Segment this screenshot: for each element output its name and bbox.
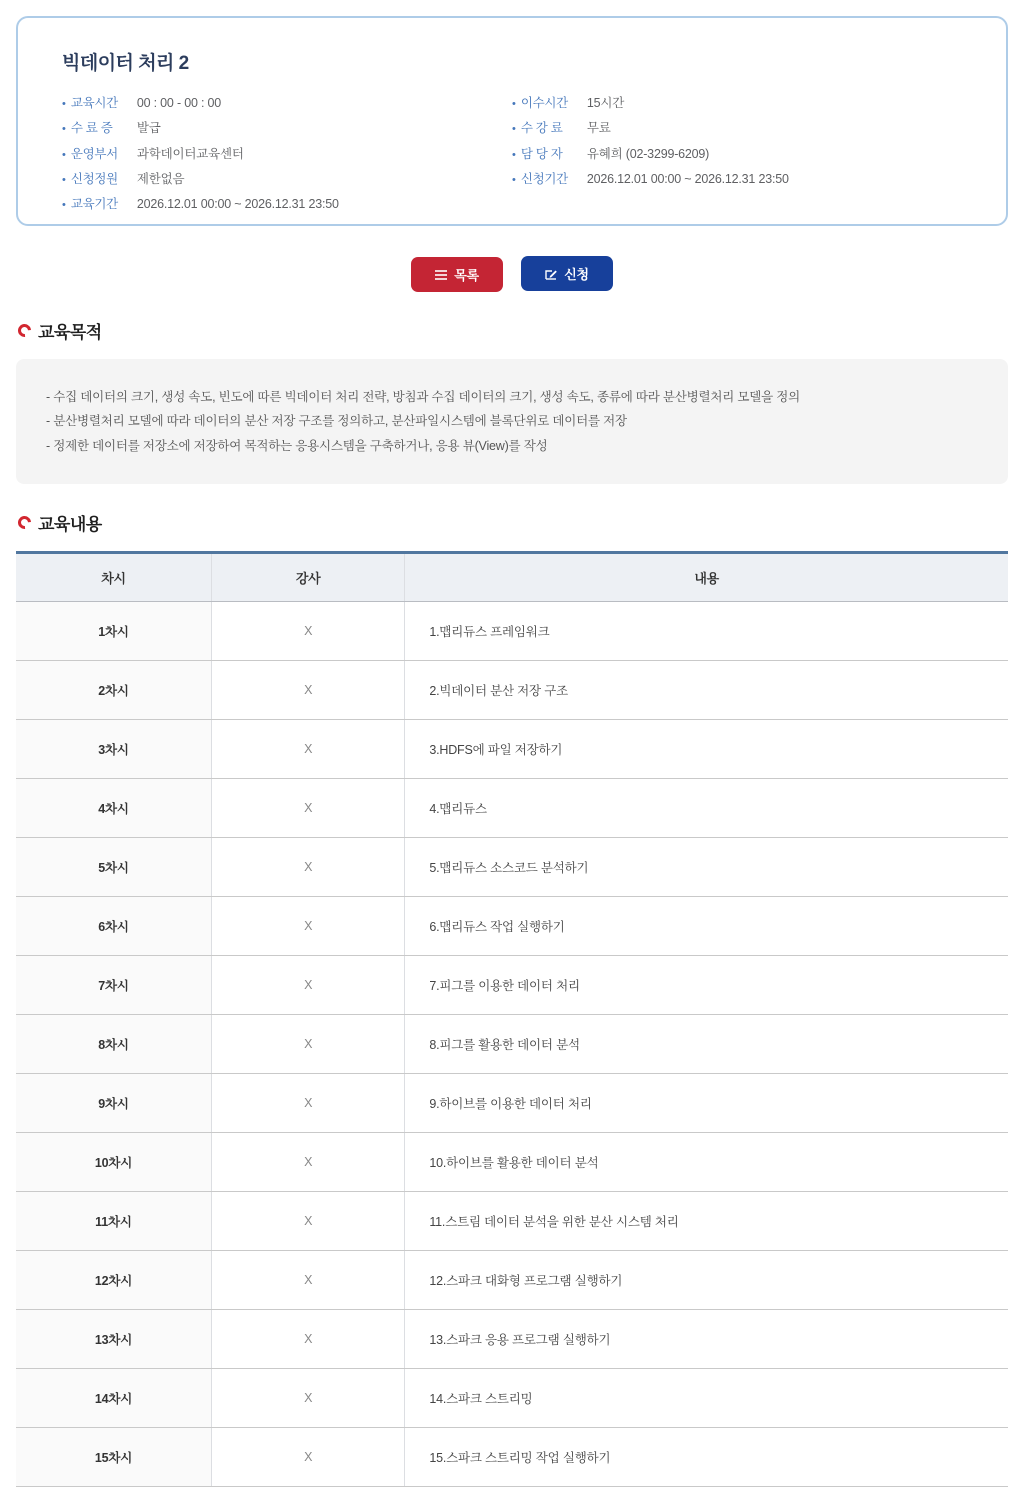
session-cell: 10차시 [16,1133,211,1192]
info-label: 신청기간 [520,171,568,186]
apply-button-label: 신청 [564,267,589,282]
content-cell: 6.맵리듀스 작업 실행하기 [405,897,1008,956]
info-item-training-period [62,196,512,212]
purpose-heading-label: 교육목적 [38,323,102,342]
info-item-training-hours [62,95,512,111]
info-value: 2026.12.01 00:00 ~ 2026.12.31 23:50 [136,197,339,212]
instructor-cell: X [211,1310,404,1369]
table-header-row [16,553,1008,602]
info-label: 신청정원 [70,171,118,186]
info-item-capacity [62,171,512,187]
section-marker-icon [15,513,33,531]
content-cell: 14.스파크 스트리밍 [405,1369,1008,1428]
course-info-left-column [62,95,512,221]
instructor-cell: X [211,720,404,779]
content-cell: 7.피그를 이용한 데이터 처리 [405,956,1008,1015]
instructor-cell: X [211,1251,404,1310]
table-row [16,1133,1008,1192]
bullet-icon: • [512,148,516,161]
info-label: 담 당 자 [520,146,563,161]
info-value: 과학데이터교육센터 [136,146,244,161]
session-cell: 8차시 [16,1015,211,1074]
session-cell: 1차시 [16,602,211,661]
info-value: 무료 [586,121,611,136]
table-row [16,1428,1008,1487]
bullet-icon: • [62,98,66,110]
course-info-card [16,16,1008,226]
bullet-icon: • [62,123,66,136]
instructor-cell: X [211,1074,404,1133]
table-row [16,956,1008,1015]
bullet-icon: • [62,199,66,212]
info-item-department [62,146,512,162]
course-info-grid [62,95,962,221]
content-cell: 3.HDFS에 파일 저장하기 [405,720,1008,779]
bullet-icon: • [512,98,516,110]
instructor-cell: X [211,1192,404,1251]
session-cell: 12차시 [16,1251,211,1310]
col-header-session: 차시 [16,553,211,602]
table-row [16,661,1008,720]
table-row [16,602,1008,661]
info-value: 유혜희 (02-3299-6209) [586,146,710,161]
list-button-label: 목록 [454,268,479,283]
col-header-instructor: 강사 [211,553,404,602]
instructor-cell: X [211,1428,404,1487]
instructor-cell: X [211,897,404,956]
info-label: 이수시간 [520,96,568,110]
instructor-cell: X [211,956,404,1015]
curriculum-table [16,551,1008,1487]
purpose-line: - 분산병렬처리 모델에 따라 데이터의 분산 저장 구조를 정의하고, 분산파일시스템에 블록단위로 데이터를 저장 [46,414,627,429]
section-marker-icon [15,321,33,339]
table-row [16,838,1008,897]
content-cell: 1.맵리듀스 프레임워크 [405,602,1008,661]
content-cell: 9.하이브를 이용한 데이터 처리 [405,1074,1008,1133]
purpose-box [16,359,1008,484]
content-cell: 4.맵리듀스 [405,779,1008,838]
session-cell: 15차시 [16,1428,211,1487]
purpose-line: - 정제한 데이터를 저장소에 저장하여 목적하는 응용시스템을 구축하거나, 응용 뷰(View)를 작성 [46,438,548,453]
info-value: 발급 [136,121,161,136]
session-cell: 11차시 [16,1192,211,1251]
info-item-completion-hours [512,95,962,111]
action-buttons [16,256,1008,292]
session-cell: 14차시 [16,1369,211,1428]
instructor-cell: X [211,1369,404,1428]
col-header-content: 내용 [405,553,1008,602]
course-title: 빅데이터 처리 2 [62,53,189,74]
content-cell: 15.스파크 스트리밍 작업 실행하기 [405,1428,1008,1487]
pencil-write-icon [545,268,557,280]
instructor-cell: X [211,838,404,897]
content-heading-label: 교육내용 [38,515,102,535]
session-cell: 13차시 [16,1310,211,1369]
instructor-cell: X [211,1015,404,1074]
content-cell: 5.맵리듀스 소스코드 분석하기 [405,838,1008,897]
content-section-heading [18,510,1008,535]
bullet-icon: • [512,123,516,136]
list-icon [435,270,447,280]
content-cell: 2.빅데이터 분산 저장 구조 [405,661,1008,720]
bullet-icon: • [62,148,66,161]
info-label: 수 강 료 [520,121,563,136]
table-row [16,779,1008,838]
session-cell: 5차시 [16,838,211,897]
instructor-cell: X [211,661,404,720]
session-cell: 6차시 [16,897,211,956]
info-item-fee [512,120,962,136]
list-button[interactable] [411,257,503,292]
info-value: 15시간 [586,96,625,110]
table-row [16,1251,1008,1310]
session-cell: 2차시 [16,661,211,720]
info-label: 교육기간 [70,197,118,212]
table-row [16,1369,1008,1428]
apply-button[interactable] [521,256,613,291]
info-value: 2026.12.01 00:00 ~ 2026.12.31 23:50 [586,171,789,186]
table-row [16,1310,1008,1369]
table-row [16,1192,1008,1251]
instructor-cell: X [211,602,404,661]
info-item-certificate [62,120,512,136]
purpose-section-heading [18,318,1008,343]
session-cell: 4차시 [16,779,211,838]
purpose-line: - 수집 데이터의 크기, 생성 속도, 빈도에 따른 빅데이터 처리 전략, 방침과 수집 데이터의 크기, 생성 속도, 종류에 따라 분산병렬처리 모델을 정의 [46,390,801,404]
info-item-contact-person [512,146,962,162]
table-row [16,720,1008,779]
instructor-cell: X [211,779,404,838]
content-cell: 8.피그를 활용한 데이터 분석 [405,1015,1008,1074]
table-row [16,897,1008,956]
content-cell: 10.하이브를 활용한 데이터 분석 [405,1133,1008,1192]
content-cell: 11.스트림 데이터 분석을 위한 분산 시스템 처리 [405,1192,1008,1251]
info-label: 교육시간 [70,96,118,110]
info-item-application-period [512,171,962,187]
bullet-icon: • [62,173,66,186]
session-cell: 9차시 [16,1074,211,1133]
info-label: 운영부서 [70,146,118,161]
table-row [16,1015,1008,1074]
bullet-icon: • [512,173,516,186]
session-cell: 3차시 [16,720,211,779]
info-value: 00 : 00 - 00 : 00 [136,96,222,110]
content-cell: 13.스파크 응용 프로그램 실행하기 [405,1310,1008,1369]
table-row [16,1074,1008,1133]
content-cell: 12.스파크 대화형 프로그램 실행하기 [405,1251,1008,1310]
course-info-right-column [512,95,962,221]
session-cell: 7차시 [16,956,211,1015]
info-value: 제한없음 [136,171,185,186]
info-label: 수 료 증 [70,121,113,136]
instructor-cell: X [211,1133,404,1192]
